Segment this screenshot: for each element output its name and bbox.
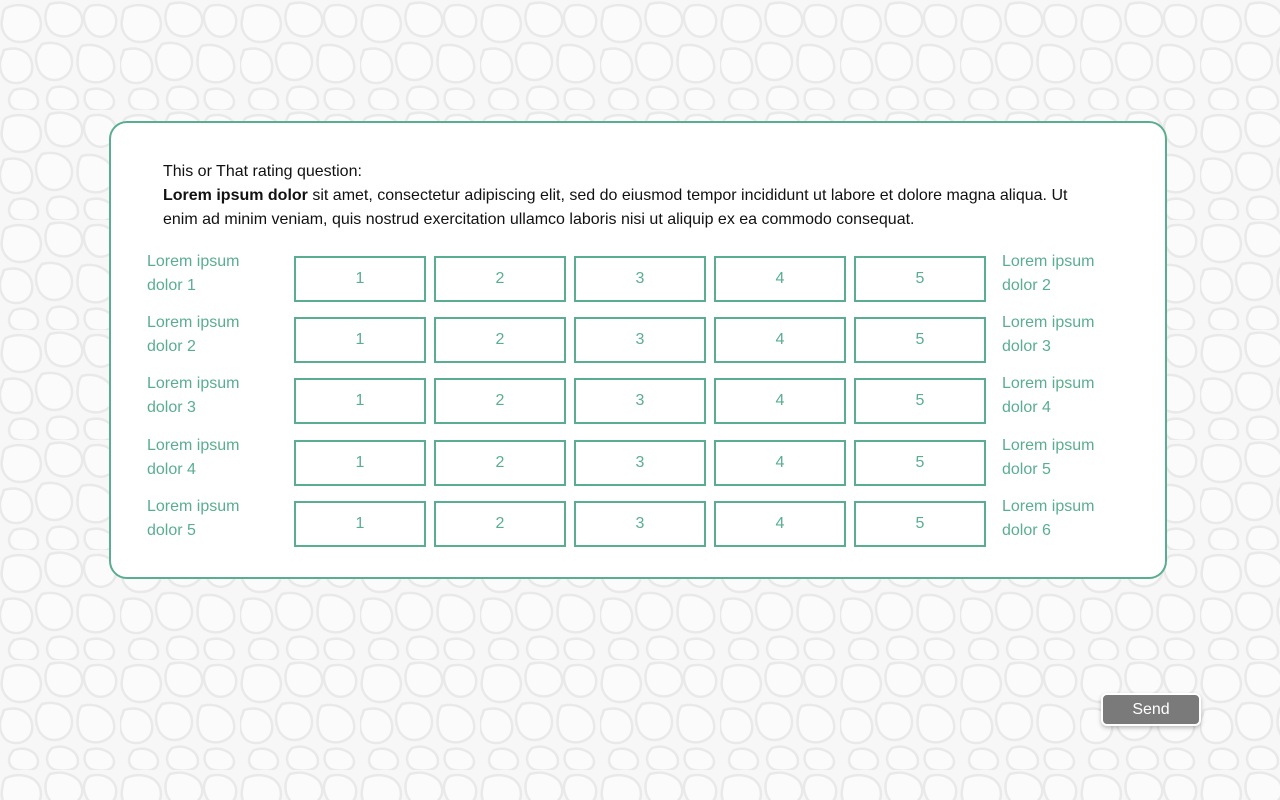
rating-option-5[interactable]: 5 <box>854 256 986 302</box>
rating-row <box>147 498 1147 549</box>
left-label: Lorem ipsum dolor 1 <box>147 253 240 294</box>
rating-option-2[interactable]: 2 <box>434 378 566 424</box>
right-label: Lorem ipsum dolor 3 <box>1002 314 1095 355</box>
rating-option-2[interactable]: 2 <box>434 501 566 547</box>
rating-option-1[interactable]: 1 <box>294 440 426 486</box>
rating-option-3[interactable]: 3 <box>574 440 706 486</box>
left-label: Lorem ipsum dolor 3 <box>147 375 240 416</box>
rating-option-5[interactable]: 5 <box>854 317 986 363</box>
rating-option-2[interactable]: 2 <box>434 440 566 486</box>
right-label: Lorem ipsum dolor 5 <box>1002 437 1095 478</box>
right-label: Lorem ipsum dolor 2 <box>1002 253 1095 294</box>
rating-row <box>147 375 1147 426</box>
left-label: Lorem ipsum dolor 5 <box>147 498 240 539</box>
question-intro: This or That rating question: <box>163 163 362 180</box>
rating-option-5[interactable]: 5 <box>854 378 986 424</box>
rating-row <box>147 437 1147 488</box>
rating-option-3[interactable]: 3 <box>574 317 706 363</box>
rating-option-5[interactable]: 5 <box>854 440 986 486</box>
rating-row <box>147 314 1147 365</box>
rating-option-4[interactable]: 4 <box>714 378 846 424</box>
rating-option-4[interactable]: 4 <box>714 501 846 547</box>
rating-option-1[interactable]: 1 <box>294 256 426 302</box>
rating-option-2[interactable]: 2 <box>434 317 566 363</box>
question-card <box>109 121 1167 579</box>
rating-option-3[interactable]: 3 <box>574 378 706 424</box>
question-description <box>163 184 1103 232</box>
rating-row <box>147 253 1147 304</box>
rating-option-4[interactable]: 4 <box>714 317 846 363</box>
rating-option-1[interactable]: 1 <box>294 378 426 424</box>
question-bold-lead: Lorem ipsum dolor <box>163 187 308 204</box>
rating-option-3[interactable]: 3 <box>574 256 706 302</box>
right-label: Lorem ipsum dolor 4 <box>1002 375 1095 416</box>
right-label: Lorem ipsum dolor 6 <box>1002 498 1095 539</box>
left-label: Lorem ipsum dolor 4 <box>147 437 240 478</box>
rating-option-4[interactable]: 4 <box>714 256 846 302</box>
rating-option-1[interactable]: 1 <box>294 501 426 547</box>
rating-option-4[interactable]: 4 <box>714 440 846 486</box>
question-body: sit amet, consectetur adipiscing elit, sed do eiusmod tempor incididunt ut labore et dolore magna aliqua. Ut enim ad minim veniam, quis nostrud exercitation ullamco laboris nisi ut aliquip ex ea commodo consequat. <box>163 187 1068 228</box>
send-button[interactable]: Send <box>1101 693 1201 726</box>
question-text <box>163 160 1103 232</box>
rating-option-5[interactable]: 5 <box>854 501 986 547</box>
rating-option-2[interactable]: 2 <box>434 256 566 302</box>
left-label: Lorem ipsum dolor 2 <box>147 314 240 355</box>
rating-option-1[interactable]: 1 <box>294 317 426 363</box>
rating-option-3[interactable]: 3 <box>574 501 706 547</box>
